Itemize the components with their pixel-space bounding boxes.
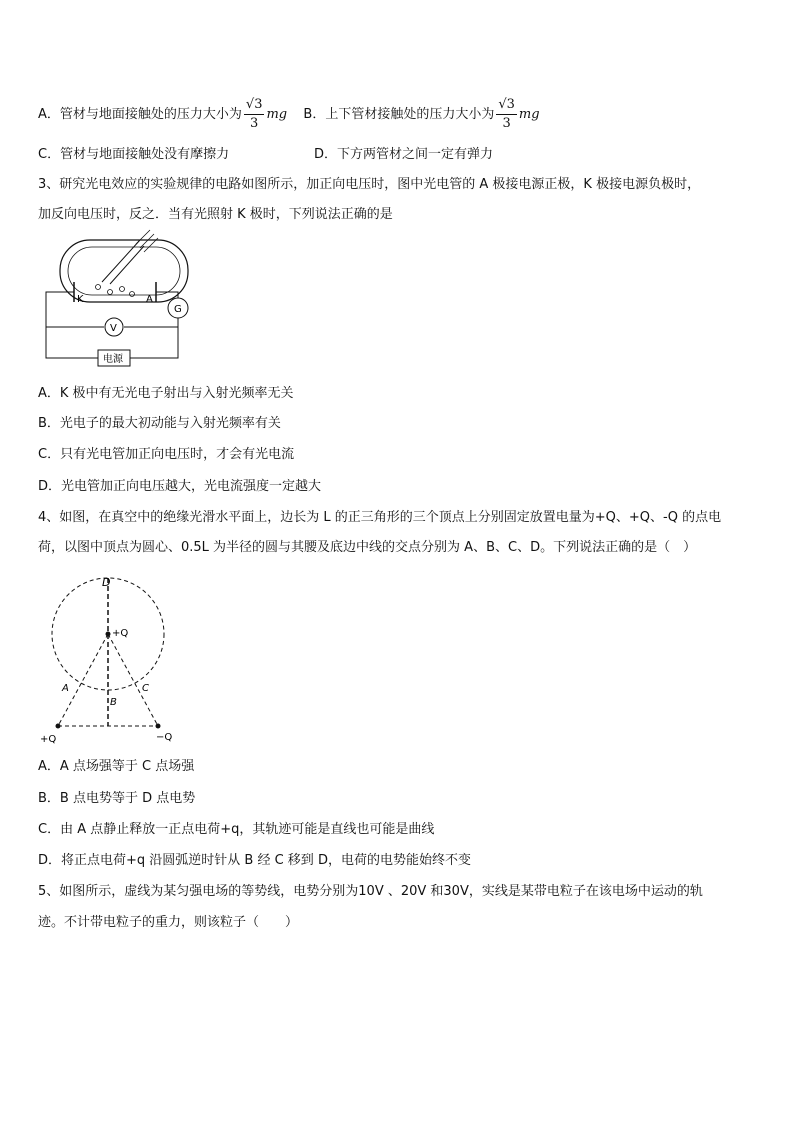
label-b: B <box>110 697 117 708</box>
light-ray <box>140 234 154 248</box>
charge-top <box>106 632 111 637</box>
label-a: A <box>146 294 153 305</box>
q5-stem-line2: 迹。不计带电粒子的重力，则该粒子（ ） <box>38 915 299 930</box>
wire-right <box>130 318 178 358</box>
label-source: 电源 <box>103 354 123 365</box>
q3-stem-line2: 加反向电压时，反之．当有光照射 K 极时，下列说法正确的是 <box>38 207 393 222</box>
q4-option-a: A．A 点场强等于 C 点场强 <box>38 759 195 774</box>
charge-left <box>56 724 61 729</box>
label-a: A <box>62 683 69 694</box>
q2-options-ab <box>38 96 540 133</box>
q3-stem-line1: 3、研究光电效应的实验规律的电路如图所示，加正向电压时，图中光电管的 A 极接电源正极，K 极接电源负极时， <box>38 177 701 192</box>
q2-option-a: A．管材与地面接触处的压力大小为 <box>38 107 242 122</box>
light-window <box>102 240 140 282</box>
label-d: D <box>102 576 111 589</box>
triangle-charges-figure <box>38 574 188 750</box>
q3-option-d: D．光电管加正向电压越大，光电流强度一定越大 <box>38 479 322 494</box>
label-c: C <box>142 683 149 694</box>
label-v: V <box>110 323 117 334</box>
label-k: K <box>77 294 84 305</box>
label-right-charge: −Q <box>156 732 173 743</box>
phototube-outline <box>60 240 188 302</box>
q4-option-b: B．B 点电势等于 D 点电势 <box>38 791 196 806</box>
triangle-left-side <box>58 634 108 726</box>
mg-symbol: mg <box>266 107 288 122</box>
q5-stem-line1: 5、如图所示，虚线为某匀强电场的等势线，电势分别为10V 、20V 和30V，实线是某带电粒子在该电场中运动的轨 <box>38 884 703 899</box>
q4-stem-line2: 荷，以图中顶点为圆心、0.5L 为半径的圆与其腰及底边中线的交点分别为 A、B、C、D。下列说法正确的是（ ） <box>38 540 697 555</box>
q3-option-a: A．K 极中有无光电子射出与入射光频率无关 <box>38 386 294 401</box>
label-g: G <box>174 304 182 315</box>
q3-option-c: C．只有光电管加正向电压时，才会有光电流 <box>38 447 295 462</box>
q2-option-d: D．下方两管材之间一定有弹力 <box>314 147 494 162</box>
q2-option-c: C．管材与地面接触处没有摩擦力 <box>38 147 230 162</box>
triangle-right-side <box>108 634 158 726</box>
fraction-sqrt3-over-3: $\frac{√3}{3}$ <box>498 97 515 131</box>
electron <box>108 290 113 295</box>
fraction-sqrt3-over-3: $\frac{√3}{3}$ <box>245 97 263 131</box>
q4-option-c: C．由 A 点静止释放一正点电荷+q，其轨迹可能是直线也可能是曲线 <box>38 822 435 837</box>
light-ray <box>136 230 150 244</box>
photoelectric-circuit-figure <box>40 232 200 372</box>
charge-right <box>156 724 161 729</box>
electron <box>120 287 125 292</box>
q3-option-b: B．光电子的最大初动能与入射光频率有关 <box>38 416 281 431</box>
mg-symbol: mg <box>518 107 540 122</box>
electron <box>96 285 101 290</box>
q2-option-b: B．上下管材接触处的压力大小为 <box>303 107 495 122</box>
label-top-charge: +Q <box>112 628 129 639</box>
q4-option-d: D．将正点电荷+q 沿圆弧逆时针从 B 经 C 移到 D，电荷的电势能始终不变 <box>38 853 471 868</box>
q4-stem-line1: 4、如图，在真空中的绝缘光滑水平面上，边长为 L 的正三角形的三个顶点上分别固定放置电量为+Q、+Q、-Q 的点电 <box>38 510 722 525</box>
label-left-charge: +Q <box>40 734 57 745</box>
electron <box>130 292 135 297</box>
